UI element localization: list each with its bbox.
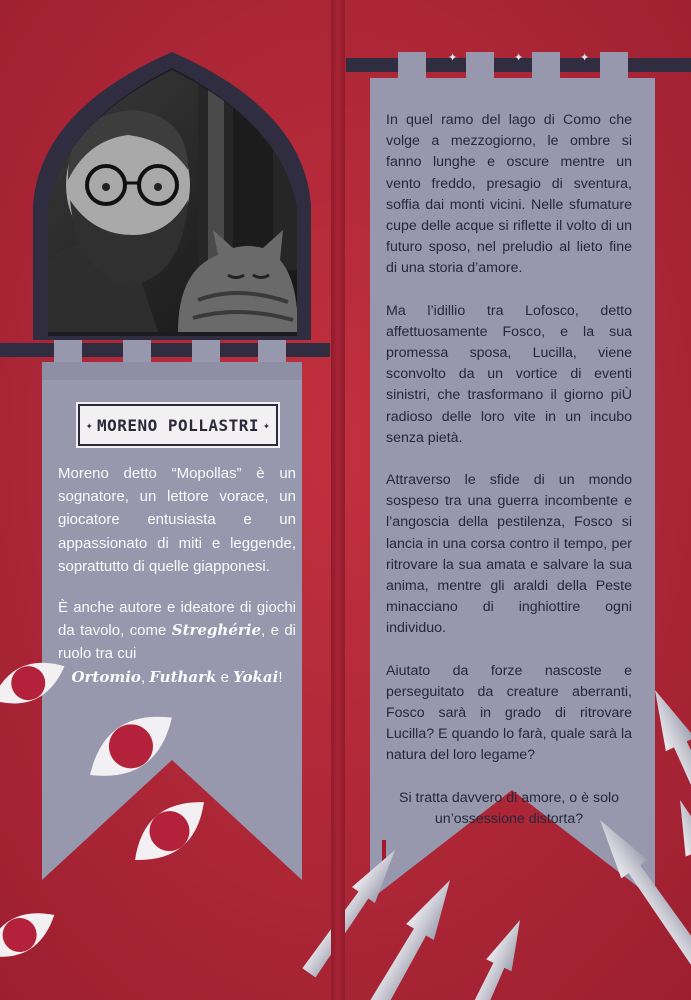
bio-text: È anche autore e ideatore di giochi da tavolo, come	[58, 599, 296, 640]
ornament-icon: ✦	[263, 418, 271, 432]
ornament-icon: ✦	[85, 418, 93, 432]
separator-text: e	[220, 668, 229, 686]
game-list	[58, 666, 296, 689]
svg-text:✦: ✦	[514, 51, 524, 64]
svg-text:✦: ✦	[580, 51, 590, 64]
synopsis-paragraph: Attraverso le sfide di un mondo sospeso tra una guerra incombente e l’angoscia della pestilenza, Fosco si lancia in una corsa contro il tempo, per ritrovare la sua amata e salvare la sua anima, mentre gli araldi della Peste minacciano di inghiottire ogni individuo.	[386, 472, 632, 637]
book-spine	[331, 0, 345, 1000]
end-mark: !	[278, 668, 283, 686]
author-name: MORENO POLLASTRI	[96, 415, 260, 435]
bio-paragraph	[58, 596, 296, 689]
bio-text: , e di ruolo tra cui	[58, 622, 296, 663]
game-title: Streghérie	[171, 621, 262, 640]
author-portrait	[48, 70, 298, 332]
book-synopsis	[386, 110, 632, 851]
synopsis-paragraph: Aiutato da forze nascoste e perseguitato da creature aberranti, Fosco sarà in grado di ritrovare Lucilla? E quando lo farà, quale sarà la natura del loro legame?	[386, 662, 632, 764]
synopsis-paragraph: In quel ramo del lago di Como che volge a mezzogiorno, le ombre si fanno lunghe e oscure mentre un vento freddo, presagio di sventura, soffia dai monti vicini. Nelle sfumature cupe delle acque si riflette il volto di un futuro sposo, nel preludio al lieto fine di una storia d’amore.	[386, 112, 632, 277]
separator-text: ,	[140, 668, 146, 686]
author-name-plate	[78, 404, 278, 446]
game-title: Ortomio	[71, 667, 141, 686]
synopsis-question: Si tratta davvero di amore, o è solo un’ossessione distorta?	[398, 789, 620, 827]
author-bio	[58, 462, 296, 707]
synopsis-paragraph: Ma l’idillio tra Lofosco, detto affettuosamente Fosco, e la sua promessa sposa, Lucilla, viene sconvolto da un vortice di eventi sinistri, che trasformano il giorno piÙ radioso delle loro vite in un incubo senza pietà.	[386, 302, 632, 446]
bio-paragraph: Moreno detto “Mopollas” è un sognatore, un lettore vorace, un giocatore entusiasta e un appassionato di miti e leggende, soprattutto di quelle giapponesi.	[58, 465, 296, 575]
svg-text:✦: ✦	[448, 51, 458, 64]
game-title: Futhark	[149, 667, 217, 686]
game-title: Yokai	[233, 667, 279, 686]
